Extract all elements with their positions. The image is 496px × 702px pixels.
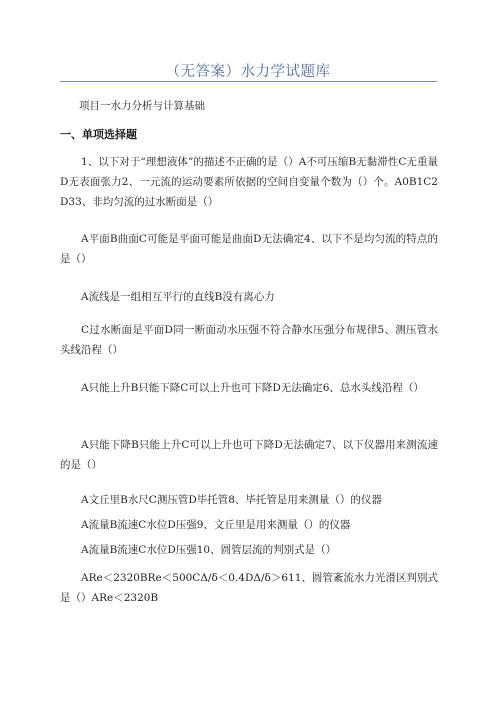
section-heading: 一、单项选择题 xyxy=(60,128,137,141)
paragraph-q10-q11: ARe＜2320BRe＜500CΔ/δ＜0.4DΔ/δ＞611、圆管紊流水力光滑区判别式是（）ARe＜2320B xyxy=(60,572,438,604)
paragraph-q4-options-c: C过水断面是平面D同一断面动水压强不符合静水压强分布规律5、测压管水头线沿程（） xyxy=(60,324,438,356)
paragraph-q8-q9: A流量B流速C水位D压强9、文丘里是用来测量（）的仪器 xyxy=(81,519,351,531)
paragraph-q4-options-a: A流线是一组相互平行的直线B没有离心力 xyxy=(81,291,275,303)
paragraph-q5-q6: A只能上升B只能下降C可以上升也可下降D无法确定6、总水头线沿程（） xyxy=(81,382,424,394)
paragraph-q3-q4: A平面B曲面C可能是平面可能是曲面D无法确定4、以下不是均匀流的特点的是（） xyxy=(60,233,438,265)
document-title: （无答案）水力学试题库 xyxy=(165,64,331,80)
document-subtitle: 项目一水力分析与计算基础 xyxy=(79,100,205,112)
paragraph-q7-q8: A文丘里B水尺C测压管D毕托管8、毕托管是用来测量（）的仪器 xyxy=(81,494,382,506)
paragraph-q1-q3: 1、以下对于“理想液体”的描述不正确的是（）A不可压缩B无黏滞性C无重量D无表面张力2、一元流的运动要素所依据的空间自变量个数为（）个。A0B1C2D33、非均匀流的过水断面是（） xyxy=(60,156,438,208)
paragraph-q6-q7: A只能下降B只能上升C可以上升也可下降D无法确定7、以下仪器用来测流速的是（） xyxy=(60,439,438,471)
paragraph-q9-q10: A流量B流速C水位D压强10、圆管层流的判别式是（） xyxy=(81,544,337,556)
title-divider xyxy=(60,81,437,82)
